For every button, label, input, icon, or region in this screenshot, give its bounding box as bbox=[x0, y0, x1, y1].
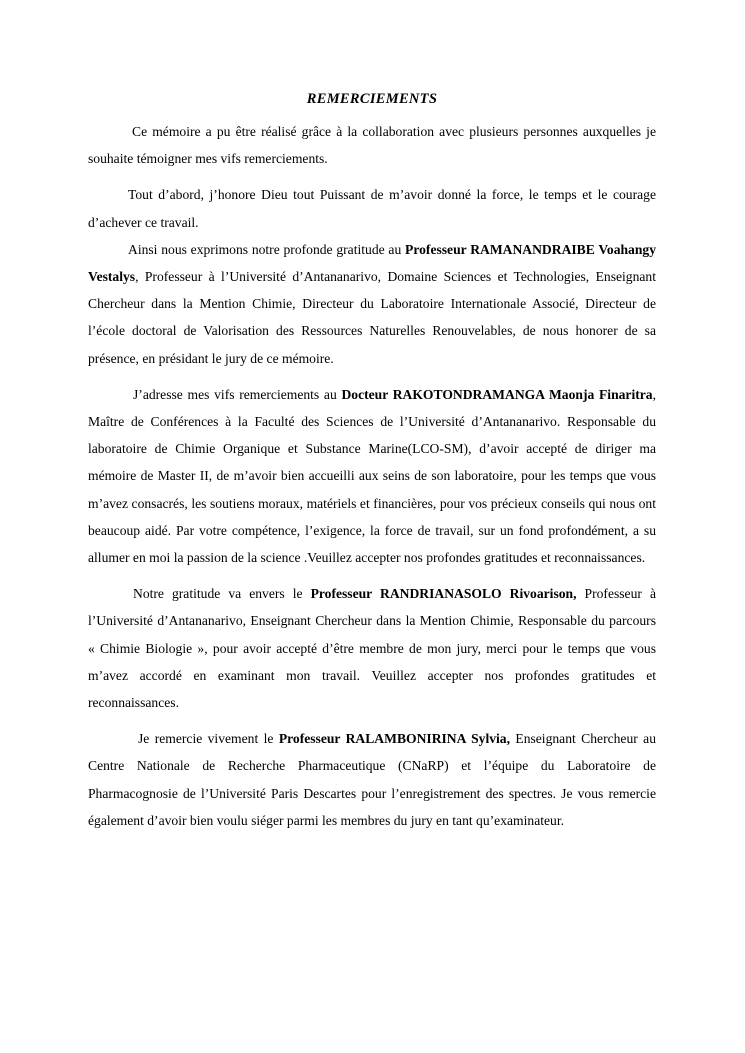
paragraph-president-name: Professeur RAMANANDRAIBE Voahangy Vestalys bbox=[88, 241, 657, 285]
paragraph-jury-member-after: Professeur à l’Université d’Antananarivo, Enseignant Chercheur dans la Mention Chimie, Responsable du parcours « Chimie Biologie », pour avoir accepté d’être membre de mon jury, merci pour le temps que vous m’avez accordé en examinant mon travail. Veuillez accepter nos profondes gratitudes et reconnaissances. bbox=[88, 586, 656, 711]
paragraph-director-after: , Maître de Conférences à la Faculté des Sciences de l’Université d’Antananarivo. Responsable du laboratoire de Chimie Organique et Substance Marine(LCO-SM), d’avoir accepté de diriger ma mémoire de Master II, de m’avoir bien accueilli aux seins de son laboratoire, pour les temps que vous m’avez consacrés, les soutiens moraux, matériels et financières, pour vos précieux conseils qui nous ont beaucoup aidé. Par votre compétence, l’exigence, la force de travail, sur un fond profondément, a su allumer en moi la passion de la science .Veuillez accepter nos profondes gratitudes et reconnaissances. bbox=[88, 386, 656, 566]
paragraph-president-after: , Professeur à l’Université d’Antananarivo, Domaine Sciences et Technologies, Enseignant Chercheur dans la Mention Chimie, Directeur du Laboratoire Internationale Associé, Directeur de l’école doctoral de Valorisation des Ressources Naturelles Renouvelables, de nous honorer de sa présence, en présidant le jury de ce mémoire. bbox=[88, 269, 656, 366]
paragraph-director-name: Docteur RAKOTONDRAMANGA Maonja Finaritra bbox=[341, 386, 653, 402]
paragraph-examiner-after: Enseignant Chercheur au Centre Nationale de Recherche Pharmaceutique (CNaRP) et l’équipe du Laboratoire de Pharmacognosie de l’Université Paris Descartes pour l’enregistrement des spectres. Je vous remercie également d’avoir bien voulu siéger parmi les membres du jury en tant qu’examinateur. bbox=[88, 731, 657, 828]
paragraph-jury-member-name: Professeur RANDRIANASOLO Rivoarison, bbox=[310, 586, 577, 602]
paragraph-director bbox=[88, 381, 656, 571]
paragraph-examiner-name: Professeur RALAMBONIRINA Sylvia, bbox=[278, 731, 510, 747]
paragraph-director-before: J’adresse mes vifs remerciements au bbox=[133, 386, 342, 402]
paragraph-jury-member-before: Notre gratitude va envers le bbox=[133, 586, 311, 602]
document-page bbox=[88, 86, 656, 834]
paragraph-god: Tout d’abord, j’honore Dieu tout Puissant de m’avoir donné la force, le temps et le courage d’achever ce travail. bbox=[88, 187, 656, 230]
paragraph-examiner-before: Je remercie vivement le bbox=[138, 731, 279, 747]
paragraph-president-before: Ainsi nous exprimons notre profonde gratitude au bbox=[128, 241, 406, 257]
paragraph-intro: Ce mémoire a pu être réalisé grâce à la collaboration avec plusieurs personnes auxquelles je souhaite témoigner mes vifs remerciements. bbox=[88, 124, 656, 167]
paragraph-president bbox=[88, 236, 656, 372]
paragraph-examiner bbox=[88, 725, 656, 834]
paragraph-jury-member bbox=[88, 580, 656, 716]
page-title: REMERCIEMENTS bbox=[306, 91, 438, 107]
